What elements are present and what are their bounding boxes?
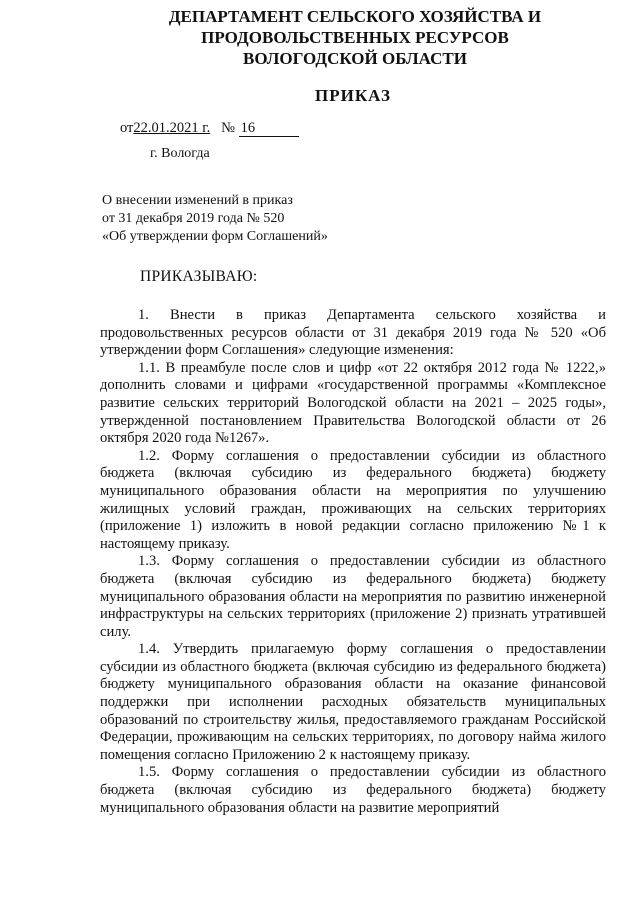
department-header <box>0 6 640 69</box>
subject-line-2: от 31 декабря 2019 года № 520 <box>102 211 285 226</box>
order-subject <box>102 192 328 246</box>
header-line-3: ВОЛОГОДСКОЙ ОБЛАСТИ <box>243 49 467 68</box>
document-type-label: ПРИКАЗ <box>315 86 391 105</box>
paragraph-1-2: 1.2. Форму соглашения о предоставлении субсидии из областного бюджета (включая субсидию из федерального бюджета) бюджету муниципального образования области на мероприятия по улучшению жилищных условий граждан, проживающих на сельских территориях (приложение 1) изложить в новой редакции согласно приложению №1 к настоящему приказу. <box>100 447 606 552</box>
city: г. Вологда <box>150 146 210 161</box>
paragraph-1: 1. Внести в приказ Департамента сельского хозяйства и продовольственных ресурсов области от 31 декабря 2019 года № 520 «Об утверждении форм Соглашения» следующие изменения: <box>100 307 606 359</box>
order-body <box>100 307 606 817</box>
subject-line-1: О внесении изменений в приказ <box>102 193 293 208</box>
subject-line-3: «Об утверждении форм Соглашений» <box>102 229 328 244</box>
order-meta <box>120 120 299 137</box>
order-word: ПРИКАЗЫВАЮ: <box>140 268 258 285</box>
paragraph-1-3: 1.3. Форму соглашения о предоставлении субсидии из областного бюджета (включая субсидию из федерального бюджета) бюджету муниципального образования области на мероприятия по развитию инженерной инфраструктуры на сельских территориях (приложение 2) признать утратившей силу. <box>100 553 606 640</box>
number-prefix: № <box>221 120 235 136</box>
header-line-2: ПРОДОВОЛЬСТВЕННЫХ РЕСУРСОВ <box>201 28 509 47</box>
paragraph-1-4: 1.4. Утвердить прилагаемую форму соглашения о предоставлении субсидии из областного бюджета (включая субсидию из федерального бюджета) бюджету муниципального образования области на оказание финансовой поддержки при исполнении расходных обязательств муниципальных образований по строительству жилья, предоставляемого гражданам Российской Федерации, проживающим на сельских территориях, по договору найма жилого помещения согласно Приложению 2 к настоящему приказу. <box>100 641 606 763</box>
document-type <box>0 86 640 106</box>
paragraph-1-1: 1.1. В преамбуле после слов и цифр «от 22 октября 2012 года № 1222,» дополнить словами и цифрами «государственной программы «Комплексное развитие сельских территорий Вологодской области на 2021 – 2025 годы», утвержденной постановлением Правительства Вологодской области от 26 октября 2020 года №1267». <box>100 359 606 447</box>
paragraph-1-5: 1.5. Форму соглашения о предоставлении субсидии из областного бюджета (включая субсидию из федерального бюджета) бюджету муниципального образования области на развитие мероприятий <box>100 764 606 816</box>
date-prefix: от <box>120 120 134 136</box>
order-date: 22.01.2021 г. <box>133 120 211 136</box>
header-line-1: ДЕПАРТАМЕНТ СЕЛЬСКОГО ХОЗЯЙСТВА И <box>168 7 542 26</box>
order-number: 16 <box>239 121 299 137</box>
